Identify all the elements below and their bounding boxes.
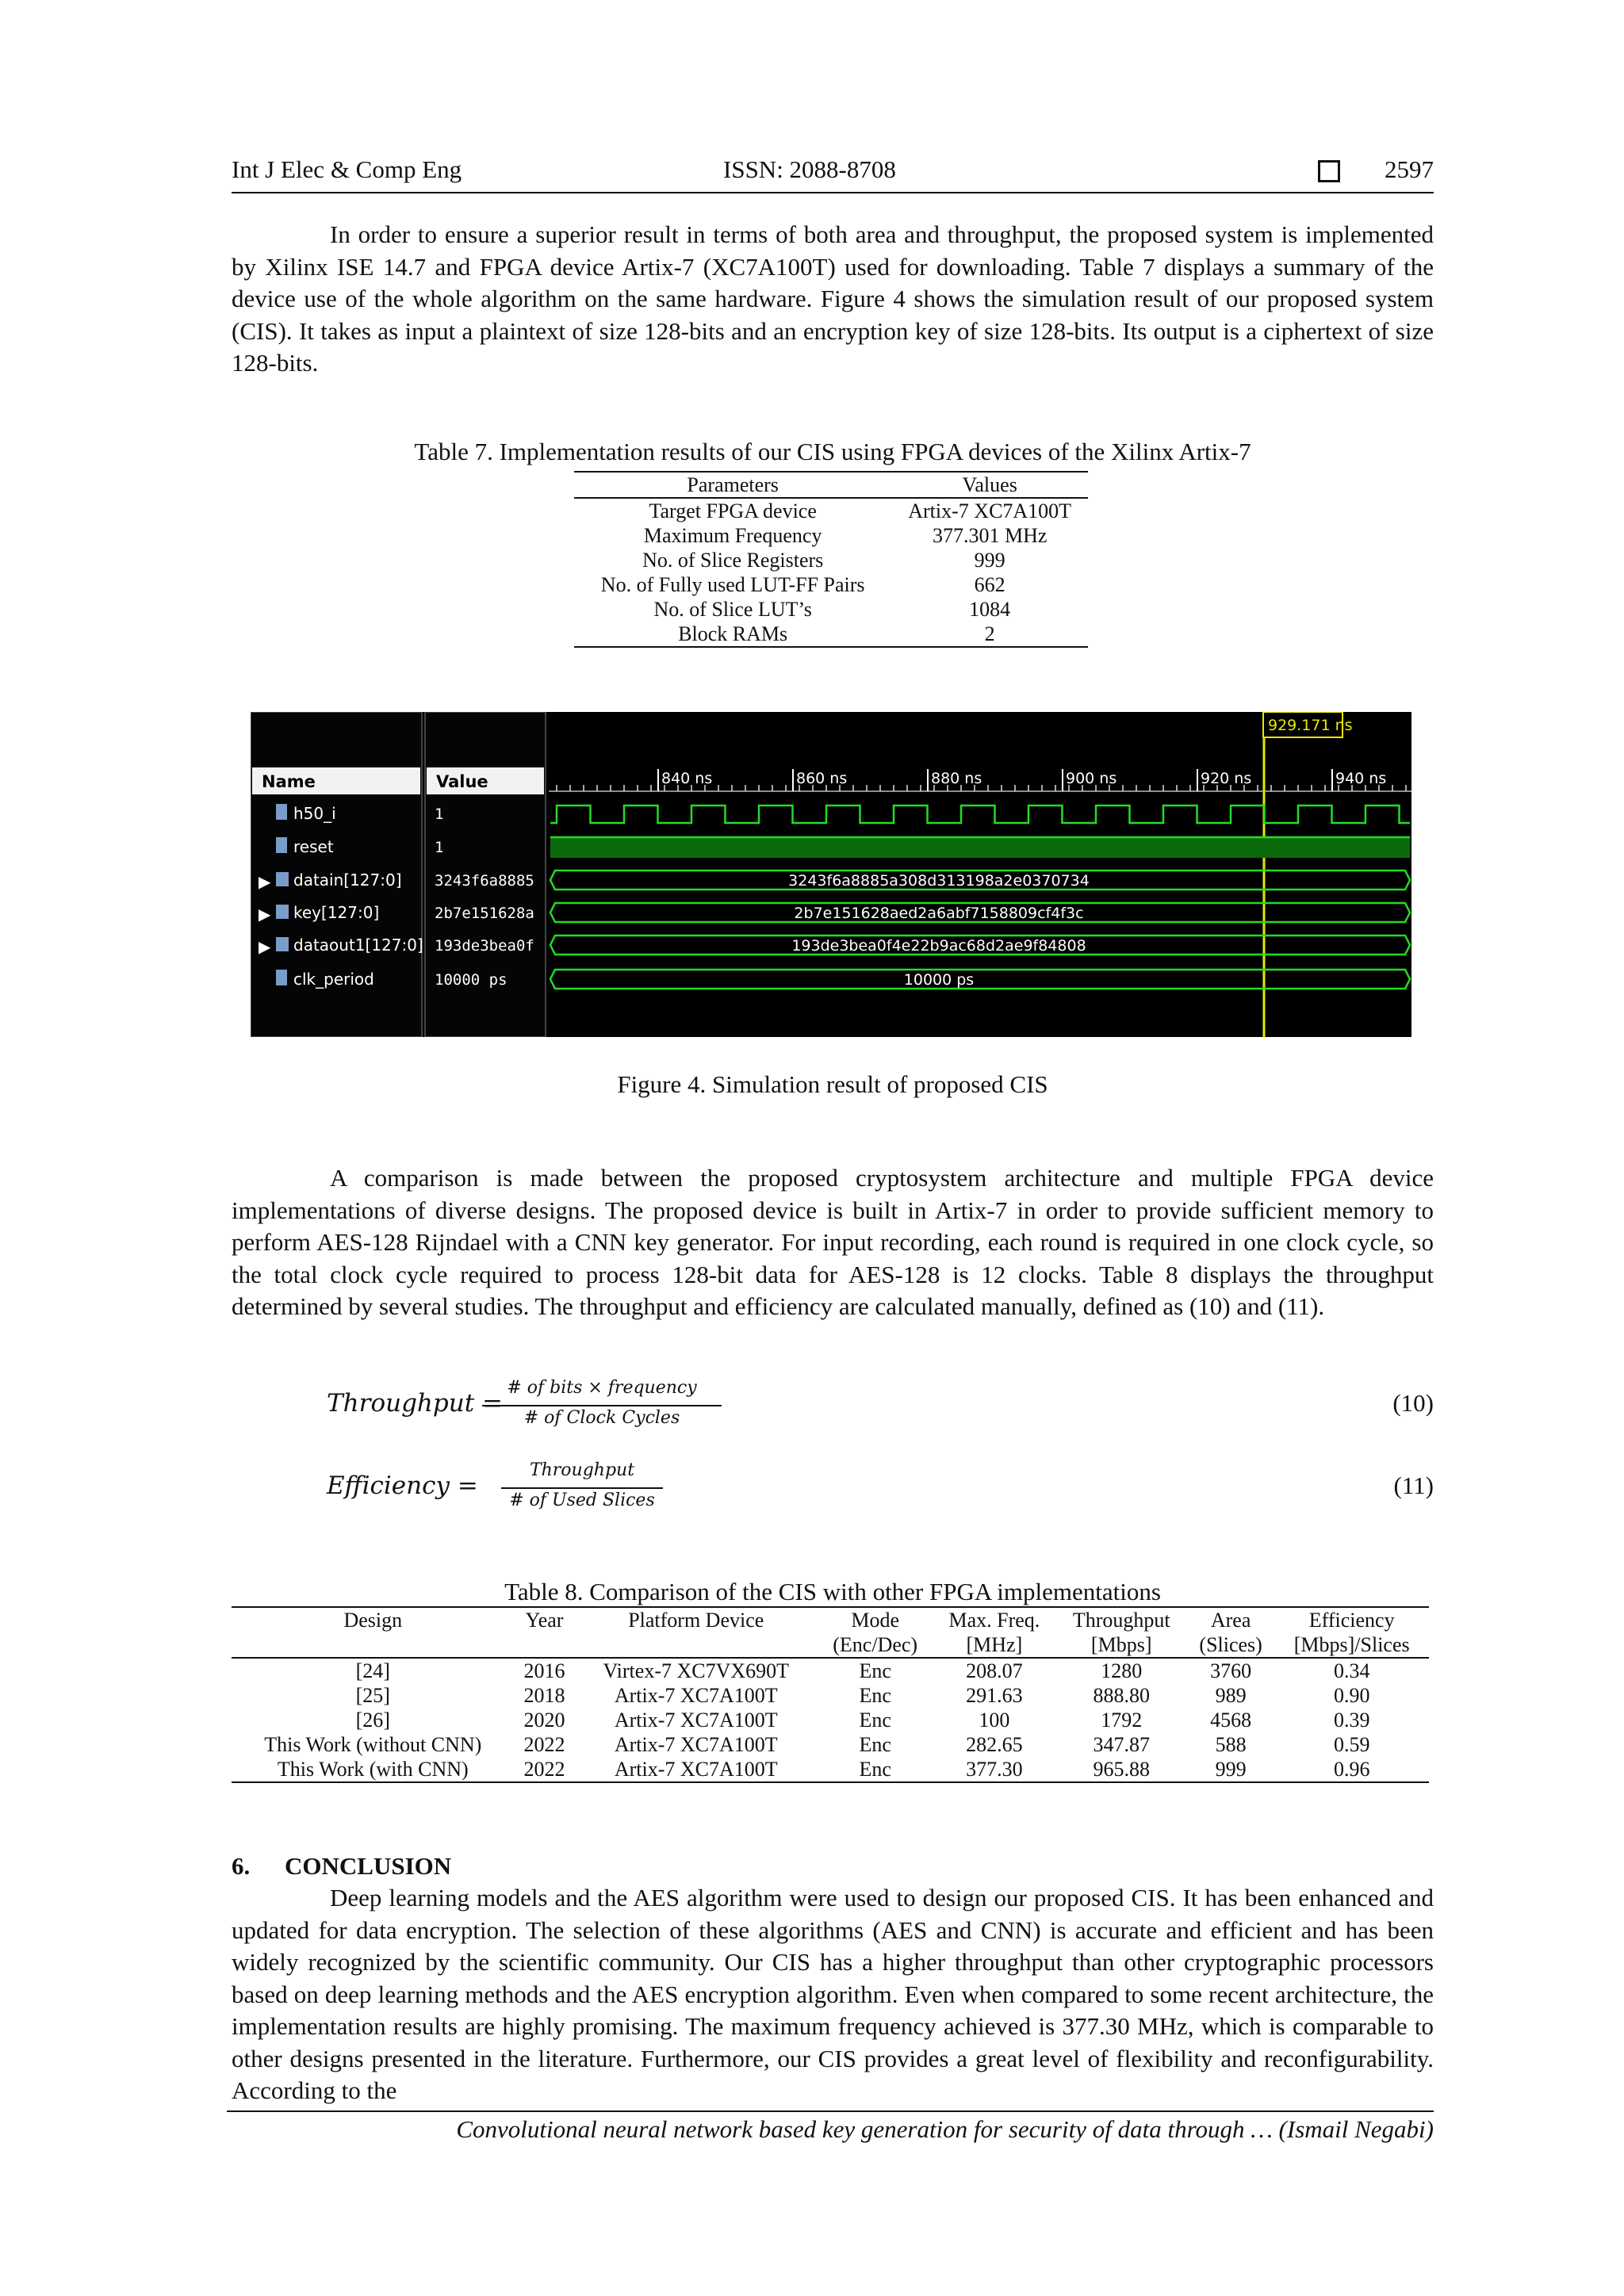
table-cell: 4568 bbox=[1210, 1709, 1252, 1732]
expand-arrow-icon: ▶ bbox=[259, 872, 271, 891]
table-cell: 3760 bbox=[1210, 1659, 1252, 1682]
table-row bbox=[574, 572, 1088, 597]
table-cell: 0.90 bbox=[1333, 1684, 1370, 1707]
signal-name: key[127:0] bbox=[293, 903, 380, 922]
table-row bbox=[232, 1683, 1429, 1708]
equation-11-number: (11) bbox=[1393, 1471, 1434, 1499]
table-cell: [26] bbox=[355, 1709, 390, 1732]
table-cell: Enc bbox=[859, 1733, 891, 1756]
table8-header: Efficiency bbox=[1274, 1607, 1429, 1632]
table-cell: This Work (without CNN) bbox=[264, 1733, 482, 1756]
signal-value: 193de3bea0f bbox=[435, 937, 534, 955]
signal-name: datain[127:0] bbox=[293, 871, 402, 890]
table8-header: [Mbps] bbox=[1056, 1632, 1187, 1658]
paragraph-conclusion: Deep learning models and the AES algorithm were used to design our proposed CIS. It has been enhanced and updated for data encryption. The selection of these algorithms (AES and CNN) is accurate and efficient and has been widely recognized by the scientific community. Our CIS has a higher throughput than other cryptographic processors based on deep learning methods and the AES encryption algorithm. Even when compared to some recent architecture, the implementation results are highly promising. The maximum frequency achieved is 377.30 MHz, which is comparable to other designs presented in the literature. Furthermore, our CIS provides a great level of flexibility and reconfigurability. According to the bbox=[232, 1884, 1434, 2104]
table-cell: 377.30 bbox=[933, 1757, 1055, 1782]
table-row bbox=[574, 548, 1088, 572]
table-cell: Artix-7 XC7A100T bbox=[574, 1757, 818, 1782]
table-cell: Maximum Frequency bbox=[643, 524, 822, 547]
table-cell: Enc bbox=[859, 1684, 891, 1707]
table-cell: 2 bbox=[891, 622, 1088, 647]
table-row bbox=[574, 597, 1088, 622]
bus-value: 2b7e151628aed2a6abf7158809cf4f3c bbox=[794, 905, 1084, 922]
table7-caption: Table 7. Implementation results of our CIS using FPGA devices of the Xilinx Artix-7 bbox=[414, 438, 1251, 465]
table-cell: 1084 bbox=[969, 598, 1011, 621]
table-cell: Artix-7 XC7A100T bbox=[908, 499, 1072, 522]
signal-name: dataout1[127:0] bbox=[293, 936, 423, 955]
name-column-header: Name bbox=[262, 772, 316, 791]
table-row bbox=[574, 523, 1088, 548]
page-number: 2597 bbox=[1385, 155, 1434, 183]
table-cell: 888.80 bbox=[1093, 1684, 1150, 1707]
table-cell: 2018 bbox=[523, 1684, 565, 1707]
journal-name: Int J Elec & Comp Eng bbox=[232, 155, 462, 183]
signal-value: 1 bbox=[435, 839, 444, 856]
table8 bbox=[232, 1606, 1429, 1783]
equation-10-lhs: Throughput = bbox=[327, 1389, 503, 1418]
table8-header: (Slices) bbox=[1187, 1632, 1275, 1658]
equation-10-number: (10) bbox=[1392, 1389, 1434, 1417]
table8-header: Design bbox=[232, 1607, 515, 1632]
table-cell: 0.96 bbox=[1274, 1757, 1429, 1782]
table-cell: 965.88 bbox=[1056, 1757, 1187, 1782]
signal-value: 1 bbox=[435, 806, 444, 823]
svg-text:940 ns: 940 ns bbox=[1335, 770, 1387, 787]
table8-header: Platform Device bbox=[574, 1607, 818, 1632]
table-cell: No. of Slice LUT’s bbox=[653, 598, 812, 621]
paragraph-comparison: A comparison is made between the proposed cryptosystem architecture and multiple FPGA device implementations of diverse designs. The proposed device is built in Artix-7 in order to provide sufficient memory to perform AES-128 Rijndael with a CNN key generator. For input recording, each round is required in one clock cycle, so the total clock cycle required to process 128-bit data for AES-128 is 12 clocks. Table 8 displays the throughput determined by several studies. The throughput and efficiency are calculated manually, defined as (10) and (11). bbox=[232, 1164, 1434, 1320]
table-cell: 282.65 bbox=[966, 1733, 1023, 1756]
table-cell: 208.07 bbox=[966, 1659, 1023, 1682]
table-cell: 2016 bbox=[523, 1659, 565, 1682]
svg-text:920 ns: 920 ns bbox=[1201, 770, 1252, 787]
expand-arrow-icon: ▶ bbox=[259, 937, 271, 956]
figure4-caption: Figure 4. Simulation result of proposed CIS bbox=[617, 1070, 1048, 1098]
table-row bbox=[232, 1732, 1429, 1757]
table-cell: 1792 bbox=[1101, 1709, 1143, 1732]
table-cell: 347.87 bbox=[1093, 1733, 1150, 1756]
table-cell: 662 bbox=[974, 573, 1005, 596]
table8-header: (Enc/Dec) bbox=[818, 1632, 933, 1658]
table8-header bbox=[515, 1632, 575, 1658]
reset-high-waveform bbox=[550, 837, 1410, 858]
section-heading bbox=[232, 1852, 451, 1881]
paragraph-intro: In order to ensure a superior result in terms of both area and throughput, the proposed system is implemented by Xilinx ISE 14.7 and FPGA device Artix-7 (XC7A100T) used for downloading. Table 7 displays a summary of the device use of the whole algorithm on the same hardware. Figure 4 shows the simulation result of our proposed system (CIS). It takes as input a plaintext of size 128-bits and an encryption key of size 128-bits. Its output is a ciphertext of size 128-bits. bbox=[232, 220, 1434, 377]
table-row bbox=[232, 1757, 1429, 1782]
signal-value: 10000 ps bbox=[435, 971, 508, 989]
equation-11-lhs: Efficiency = bbox=[327, 1471, 478, 1500]
table-cell: This Work (with CNN) bbox=[232, 1757, 515, 1782]
signal-name: reset bbox=[293, 837, 334, 856]
svg-text:860 ns: 860 ns bbox=[796, 770, 848, 787]
table7-header-values: Values bbox=[891, 472, 1088, 498]
table-cell: Artix-7 XC7A100T bbox=[614, 1709, 778, 1732]
table-cell: 2022 bbox=[515, 1757, 575, 1782]
table8-header: Area bbox=[1187, 1607, 1275, 1632]
table-cell: 588 bbox=[1215, 1733, 1247, 1756]
table-row bbox=[574, 498, 1088, 523]
table-cell: Enc bbox=[818, 1757, 933, 1782]
fraction-bar bbox=[482, 1405, 722, 1406]
section-number: 6. bbox=[232, 1852, 251, 1880]
table8-header-row bbox=[232, 1607, 1429, 1632]
table-cell: 0.39 bbox=[1333, 1709, 1370, 1732]
equation-11-denominator: # of Used Slices bbox=[509, 1490, 655, 1510]
table-cell: 0.34 bbox=[1333, 1659, 1370, 1682]
signal-value: 3243f6a8885 bbox=[435, 872, 534, 890]
table-cell: 100 bbox=[979, 1709, 1010, 1732]
bus-value: 193de3bea0f4e22b9ac68d2ae9f84808 bbox=[791, 937, 1086, 955]
footer-rule bbox=[227, 2110, 1434, 2112]
signal-name: h50_i bbox=[293, 804, 336, 823]
running-footer: Convolutional neural network based key generation for security of data through … (Ismail Negabi) bbox=[456, 2115, 1434, 2143]
svg-text:880 ns: 880 ns bbox=[931, 770, 982, 787]
table-cell: 377.301 MHz bbox=[932, 524, 1048, 547]
square-icon bbox=[1318, 160, 1340, 182]
simulation-waveform bbox=[251, 712, 1411, 1037]
svg-text:840 ns: 840 ns bbox=[661, 770, 713, 787]
table-cell: 0.59 bbox=[1333, 1733, 1370, 1756]
waveform-svg bbox=[251, 712, 1411, 1037]
table7-header-row bbox=[574, 472, 1088, 498]
table-cell: Target FPGA device bbox=[649, 499, 817, 522]
equation-10-denominator: # of Clock Cycles bbox=[523, 1408, 680, 1428]
cursor-time-label: 929.171 ns bbox=[1268, 717, 1353, 734]
table8-header: [MHz] bbox=[933, 1632, 1055, 1658]
table-cell: No. of Fully used LUT-FF Pairs bbox=[600, 573, 865, 596]
table-row bbox=[574, 622, 1088, 647]
table-cell: 999 bbox=[974, 549, 1005, 572]
table-cell: Block RAMs bbox=[574, 622, 891, 647]
expand-arrow-icon: ▶ bbox=[259, 905, 271, 924]
bus-value: 10000 ps bbox=[903, 971, 975, 989]
bus-value: 3243f6a8885a308d313198a2e0370734 bbox=[788, 872, 1090, 890]
table-row bbox=[232, 1658, 1429, 1683]
equation-10-numerator: # of bits × frequency bbox=[507, 1378, 697, 1398]
fraction-bar bbox=[501, 1487, 663, 1489]
svg-text:900 ns: 900 ns bbox=[1066, 770, 1117, 787]
running-header bbox=[232, 155, 1434, 193]
table-cell: Artix-7 XC7A100T bbox=[614, 1684, 778, 1707]
signal-value: 2b7e151628a bbox=[435, 905, 534, 922]
table8-header bbox=[232, 1632, 515, 1658]
table-cell: Enc bbox=[859, 1659, 891, 1682]
table8-header: Max. Freq. bbox=[933, 1607, 1055, 1632]
equation-11-numerator: Throughput bbox=[529, 1460, 635, 1480]
table8-header-row bbox=[232, 1632, 1429, 1658]
table-cell: 2020 bbox=[523, 1709, 565, 1732]
table8-header bbox=[574, 1632, 818, 1658]
table-cell: No. of Slice Registers bbox=[642, 549, 824, 572]
table8-header: Mode bbox=[818, 1607, 933, 1632]
table-row bbox=[232, 1708, 1429, 1732]
table8-header: Year bbox=[515, 1607, 575, 1632]
table-cell: 291.63 bbox=[966, 1684, 1023, 1707]
section-title: CONCLUSION bbox=[285, 1852, 452, 1880]
table7 bbox=[574, 471, 1088, 648]
table-cell: 2022 bbox=[523, 1733, 565, 1756]
table-cell: 1280 bbox=[1101, 1659, 1143, 1682]
table8-header: [Mbps]/Slices bbox=[1274, 1632, 1429, 1658]
table8-caption: Table 8. Comparison of the CIS with other FPGA implementations bbox=[504, 1578, 1161, 1605]
table8-header: Throughput bbox=[1056, 1607, 1187, 1632]
table7-header-parameters: Parameters bbox=[574, 472, 891, 498]
signal-name: clk_period bbox=[293, 970, 374, 989]
value-column-header: Value bbox=[436, 772, 488, 791]
table-cell: Artix-7 XC7A100T bbox=[614, 1733, 778, 1756]
table-cell: 999 bbox=[1187, 1757, 1275, 1782]
table-cell: [25] bbox=[355, 1684, 390, 1707]
table-cell: [24] bbox=[355, 1659, 390, 1682]
table-cell: Virtex-7 XC7VX690T bbox=[603, 1659, 790, 1682]
table-cell: Enc bbox=[859, 1709, 891, 1732]
table-cell: 989 bbox=[1215, 1684, 1247, 1707]
issn: ISSN: 2088-8708 bbox=[723, 155, 896, 183]
